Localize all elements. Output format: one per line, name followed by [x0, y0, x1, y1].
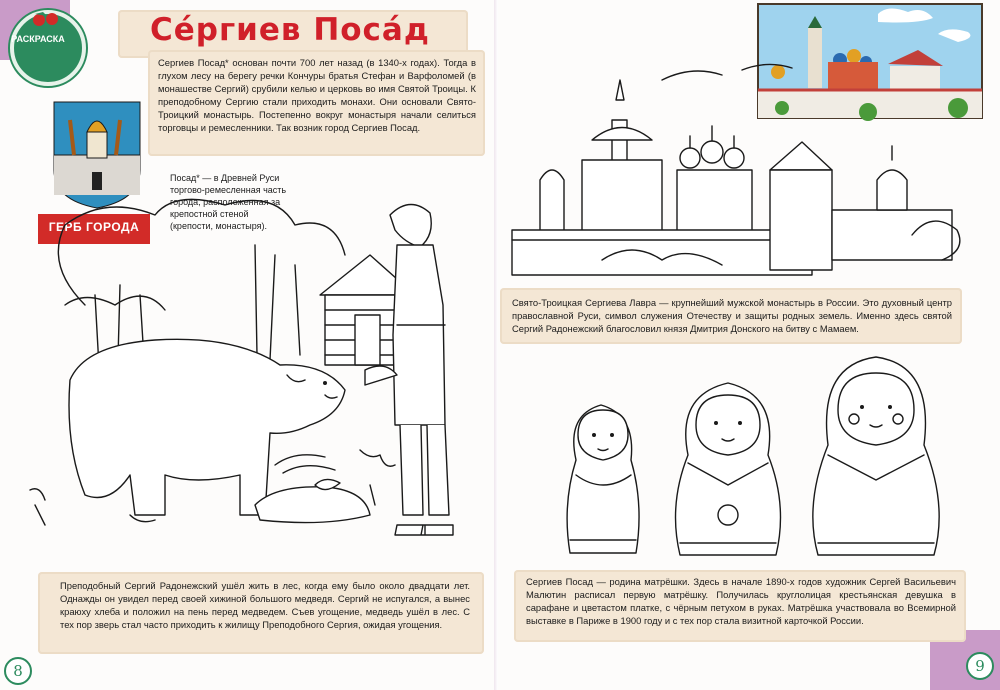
page-number-left: 8	[4, 657, 32, 685]
matryoshka-dolls-illustration	[556, 355, 936, 565]
matryoshka-large	[813, 357, 939, 555]
footnote-text: Посад* — в Древней Руси торгово-ремесленная часть города, расположенная за крепостной стеной (крепости, монастыря).	[170, 173, 287, 231]
coat-label: ГЕРБ ГОРОДА	[48, 220, 140, 234]
bear-and-monk-illustration	[25, 185, 465, 525]
story-text: Преподобный Сергий Радонежский ушёл жить в лес, когда ему было около двадцати лет. Однажды он увидел перед своей хижиной большого медведя. Сергий не испугался, а вынес краюху хлеба и положил на пень перед медведем. Съев угощение, медведь ушёл в лес. С тех пор зверь стал часто приходить к жилищу Преподобного Сергия, ожидая угощения.	[60, 580, 470, 630]
left-page	[0, 0, 498, 690]
page-title: Се́ргиев Поса́д	[150, 12, 430, 48]
intro-text: Сергиев Посад* основан почти 700 лет назад (в 1340-х годах). Тогда в глухом лесу на берегу речки Кончуры братья Стефан и Варфоломей (в монашестве Сергий) срубили келью и церковь во имя Святой Троицы. К преподобному Сергию стали приходить монахи. Они основали Свято-Троицкий монастырь. Постепенно вокруг монастыря начали селиться торговцы и ремесленники. Так возник город Сергиев Посад.	[158, 57, 476, 133]
lavra-text: Свято-Троицкая Сергиева Лавра — крупнейший мужской монастырь в России. Это духовный центр православной Руси, символ служения Отечеству и защиты родных земель. Именно здесь святой Сергий Радонежский благословил князя Дмитрия Донского на битву с Мамаем.	[512, 297, 952, 334]
matryoshka-medium	[676, 383, 781, 555]
coloring-badge-label: РАСКРАСКА	[11, 34, 65, 44]
matryoshka-small	[567, 405, 639, 553]
lavra-coloring-illustration	[512, 60, 972, 280]
right-page	[498, 0, 1000, 690]
berries-icon	[27, 10, 67, 30]
page-number-right: 9	[966, 652, 994, 680]
matryoshka-text: Сергиев Посад — родина матрёшки. Здесь в начале 1890-х годов художник Сергей Васильевич Малютин расписал первую матрёшку. Получилась круглолицая крестьянская девушка в сарафане и цветастом платке, с чёрным петухом в руках. Матрёшка участвовала во Всемирной выставке в Париже в 1900 году и с тех пор стала визитной карточкой России.	[526, 576, 956, 626]
